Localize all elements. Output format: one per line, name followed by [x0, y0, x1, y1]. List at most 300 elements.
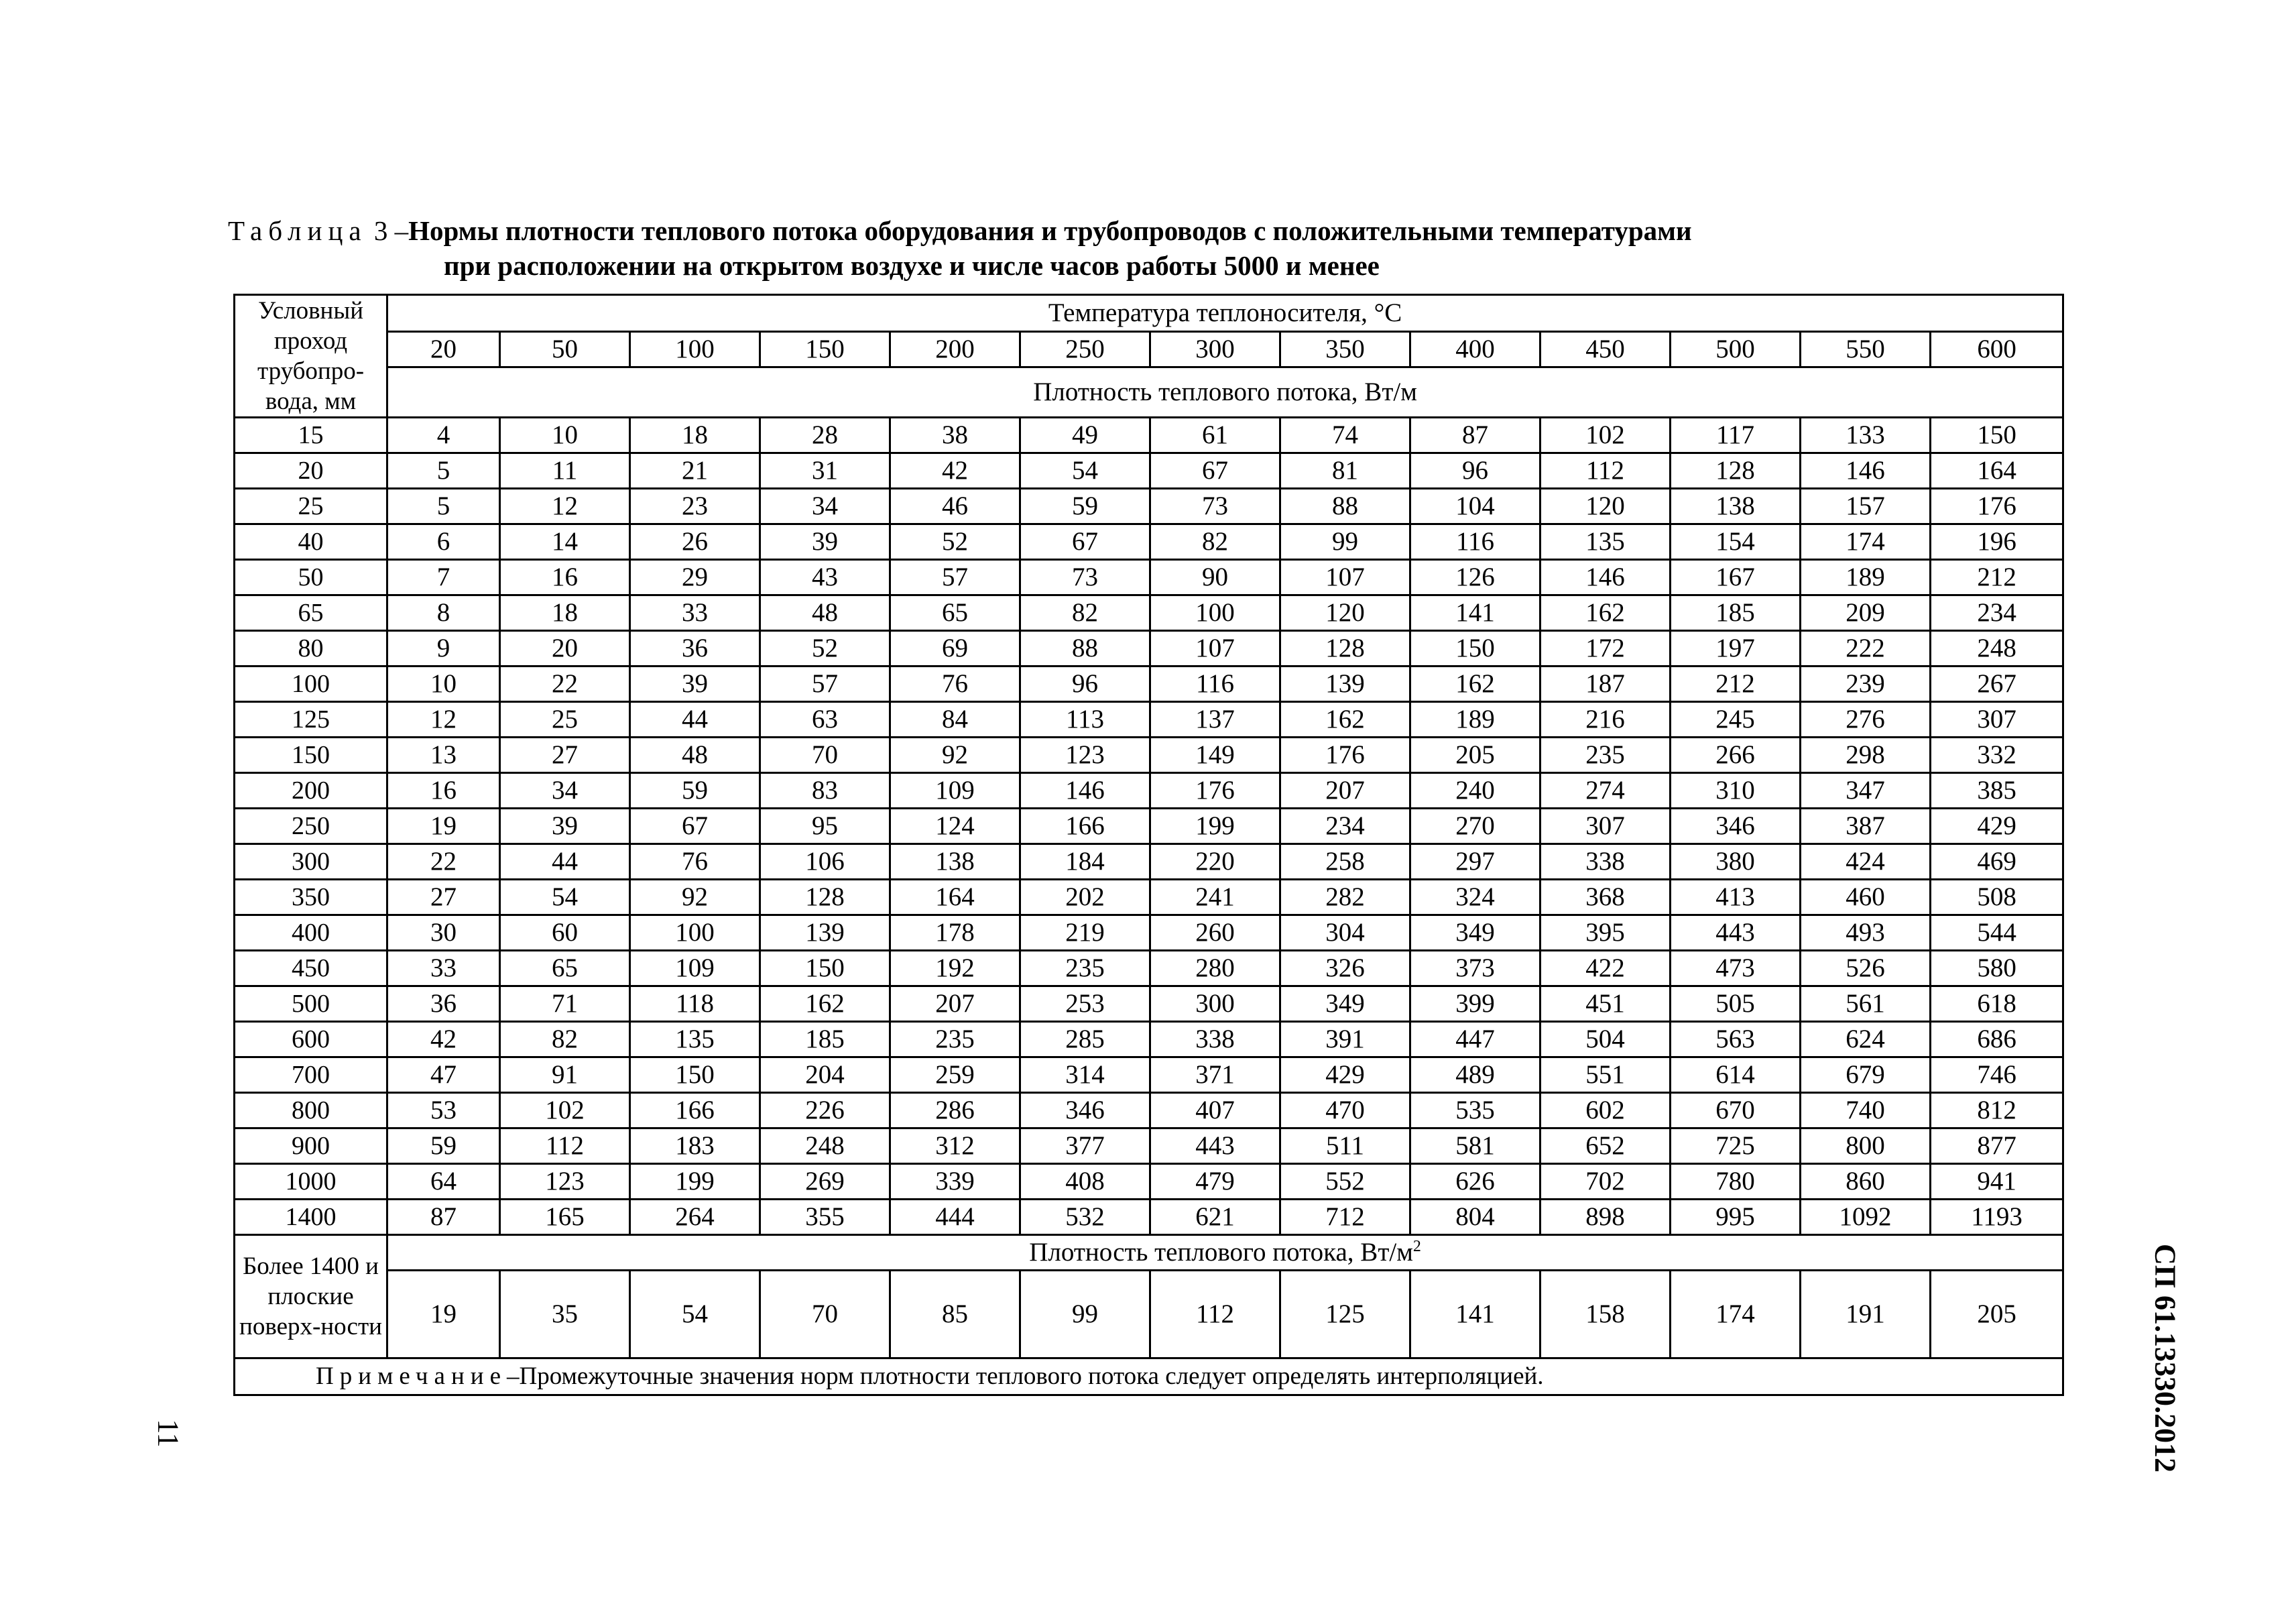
- table-row: [235, 666, 2063, 702]
- heat-flux-value-cell: 222: [1801, 631, 1931, 666]
- heat-flux-value-cell: 67: [1150, 453, 1280, 489]
- caption-number: 3: [373, 215, 388, 246]
- heat-flux-value-cell: 469: [1931, 844, 2063, 880]
- heat-flux-value-cell: 57: [890, 560, 1020, 595]
- table-row: [235, 489, 2063, 524]
- heat-flux-value-cell: 307: [1931, 702, 2063, 738]
- heat-flux-value-cell: 73: [1150, 489, 1280, 524]
- heat-flux-value-cell: 670: [1671, 1093, 1801, 1128]
- heat-flux-value-cell: 82: [1020, 595, 1150, 631]
- heat-flux-value-cell: 408: [1020, 1164, 1150, 1200]
- heat-flux-value-cell: 42: [890, 453, 1020, 489]
- nominal-diameter-cell: 1400: [235, 1200, 387, 1235]
- heat-flux-value-cell: 137: [1150, 702, 1280, 738]
- nominal-diameter-cell: 300: [235, 844, 387, 880]
- heat-flux-value-cell: 712: [1280, 1200, 1410, 1235]
- heat-flux-value-cell: 349: [1280, 986, 1410, 1022]
- heat-flux-value-cell: 580: [1931, 951, 2063, 986]
- caption-line-1: [228, 213, 2105, 248]
- heat-flux-value-cell: 184: [1020, 844, 1150, 880]
- nominal-diameter-cell: 350: [235, 880, 387, 915]
- heat-flux-value-cell: 226: [760, 1093, 890, 1128]
- nominal-diameter-cell: 1000: [235, 1164, 387, 1200]
- heat-flux-value-cell: 253: [1020, 986, 1150, 1022]
- note-dash: –: [507, 1362, 520, 1390]
- heat-flux-value-cell: 338: [1540, 844, 1671, 880]
- heat-flux-value-cell: 106: [760, 844, 890, 880]
- heat-flux-value-cell: 443: [1671, 915, 1801, 951]
- heat-flux-value-cell: 146: [1540, 560, 1671, 595]
- heat-flux-value-cell: 399: [1410, 986, 1540, 1022]
- heat-flux-value-cell: 162: [1540, 595, 1671, 631]
- heat-flux-value-cell: 54: [500, 880, 630, 915]
- heat-flux-value-cell: 150: [1410, 631, 1540, 666]
- heat-flux-value-cell: 199: [630, 1164, 760, 1200]
- heat-flux-value-cell: 174: [1801, 524, 1931, 560]
- heat-flux-value-cell: 235: [890, 1022, 1020, 1057]
- heat-flux-value-cell: 489: [1410, 1057, 1540, 1093]
- heat-flux-value-cell: 16: [387, 773, 500, 809]
- heat-flux-value-cell: 48: [630, 738, 760, 773]
- nominal-diameter-cell: 700: [235, 1057, 387, 1093]
- heat-flux-value-cell: 150: [1931, 418, 2063, 453]
- flat-value-cell: 191: [1801, 1271, 1931, 1358]
- flat-value-cell: 125: [1280, 1271, 1410, 1358]
- heat-flux-value-cell: 59: [1020, 489, 1150, 524]
- heat-flux-value-cell: 27: [500, 738, 630, 773]
- heat-flux-value-cell: 39: [760, 524, 890, 560]
- heat-flux-value-cell: 280: [1150, 951, 1280, 986]
- heat-flux-value-cell: 189: [1801, 560, 1931, 595]
- table-row: [235, 595, 2063, 631]
- temperature-cell: 450: [1540, 332, 1671, 367]
- heat-flux-value-cell: 326: [1280, 951, 1410, 986]
- heat-flux-value-cell: 73: [1020, 560, 1150, 595]
- heat-flux-value-cell: 102: [1540, 418, 1671, 453]
- nominal-diameter-cell: 500: [235, 986, 387, 1022]
- heat-flux-value-cell: 33: [387, 951, 500, 986]
- heat-flux-value-cell: 185: [1671, 595, 1801, 631]
- heat-flux-value-cell: 621: [1150, 1200, 1280, 1235]
- heat-flux-value-cell: 21: [630, 453, 760, 489]
- heat-flux-value-cell: 197: [1671, 631, 1801, 666]
- heat-flux-value-cell: 100: [630, 915, 760, 951]
- heat-flux-value-cell: 346: [1020, 1093, 1150, 1128]
- heat-flux-value-cell: 92: [630, 880, 760, 915]
- note-row: [235, 1358, 2063, 1395]
- heat-flux-value-cell: 128: [1280, 631, 1410, 666]
- area-density-exponent: 2: [1412, 1238, 1421, 1255]
- heat-flux-value-cell: 11: [500, 453, 630, 489]
- heat-flux-value-cell: 702: [1540, 1164, 1671, 1200]
- heat-flux-value-cell: 96: [1020, 666, 1150, 702]
- heat-flux-value-cell: 116: [1150, 666, 1280, 702]
- heat-flux-value-cell: 44: [500, 844, 630, 880]
- heat-flux-value-cell: 53: [387, 1093, 500, 1128]
- heat-flux-value-cell: 81: [1280, 453, 1410, 489]
- heat-flux-value-cell: 4: [387, 418, 500, 453]
- temperature-row: [235, 332, 2063, 367]
- heat-flux-value-cell: 385: [1931, 773, 2063, 809]
- temperature-header: Температура теплоносителя, °С: [387, 295, 2063, 332]
- flat-value-cell: 174: [1671, 1271, 1801, 1358]
- heat-flux-value-cell: 298: [1801, 738, 1931, 773]
- temperature-cell: 550: [1801, 332, 1931, 367]
- heat-flux-value-cell: 96: [1410, 453, 1540, 489]
- heat-flux-value-cell: 69: [890, 631, 1020, 666]
- table-row: [235, 418, 2063, 453]
- heat-flux-value-cell: 387: [1801, 809, 1931, 844]
- heat-flux-value-cell: 162: [760, 986, 890, 1022]
- caption-title-line-1: Нормы плотности теплового потока оборудования и трубопроводов с положительными температурами: [408, 215, 1692, 246]
- heat-flux-value-cell: 804: [1410, 1200, 1540, 1235]
- heat-flux-value-cell: 43: [760, 560, 890, 595]
- heat-flux-value-cell: 118: [630, 986, 760, 1022]
- heat-flux-value-cell: 800: [1801, 1128, 1931, 1164]
- heat-flux-value-cell: 14: [500, 524, 630, 560]
- table-row: [235, 809, 2063, 844]
- heat-flux-value-cell: 812: [1931, 1093, 2063, 1128]
- heat-flux-value-cell: 451: [1540, 986, 1671, 1022]
- heat-flux-value-cell: 26: [630, 524, 760, 560]
- table-row: [235, 1200, 2063, 1235]
- linear-density-header: Плотность теплового потока, Вт/м: [387, 367, 2063, 418]
- heat-flux-value-cell: 99: [1280, 524, 1410, 560]
- heat-flux-value-cell: 162: [1280, 702, 1410, 738]
- heat-flux-value-cell: 128: [760, 880, 890, 915]
- heat-flux-value-cell: 138: [890, 844, 1020, 880]
- heat-flux-value-cell: 117: [1671, 418, 1801, 453]
- heat-flux-value-cell: 20: [500, 631, 630, 666]
- heat-flux-value-cell: 120: [1540, 489, 1671, 524]
- heat-flux-value-cell: 5: [387, 453, 500, 489]
- heat-flux-value-cell: 267: [1931, 666, 2063, 702]
- heat-flux-value-cell: 178: [890, 915, 1020, 951]
- heat-flux-value-cell: 149: [1150, 738, 1280, 773]
- heat-flux-value-cell: 624: [1801, 1022, 1931, 1057]
- heat-flux-value-cell: 941: [1931, 1164, 2063, 1200]
- nominal-diameter-cell: 600: [235, 1022, 387, 1057]
- heat-flux-value-cell: 241: [1150, 880, 1280, 915]
- heat-flux-value-cell: 614: [1671, 1057, 1801, 1093]
- heat-flux-value-cell: 898: [1540, 1200, 1671, 1235]
- heat-flux-value-cell: 216: [1540, 702, 1671, 738]
- heat-flux-value-cell: 146: [1020, 773, 1150, 809]
- heat-flux-value-cell: 167: [1671, 560, 1801, 595]
- heat-flux-value-cell: 107: [1150, 631, 1280, 666]
- heat-flux-value-cell: 212: [1671, 666, 1801, 702]
- flat-value-cell: 205: [1931, 1271, 2063, 1358]
- heat-flux-value-cell: 508: [1931, 880, 2063, 915]
- nominal-diameter-cell: 20: [235, 453, 387, 489]
- heat-flux-value-cell: 107: [1280, 560, 1410, 595]
- heat-flux-value-cell: 95: [760, 809, 890, 844]
- heat-flux-value-cell: 10: [387, 666, 500, 702]
- nominal-diameter-cell: 800: [235, 1093, 387, 1128]
- heat-flux-value-cell: 368: [1540, 880, 1671, 915]
- heat-flux-value-cell: 185: [760, 1022, 890, 1057]
- document-code: СП 61.13330.2012: [2149, 1244, 2182, 1472]
- heat-flux-value-cell: 64: [387, 1164, 500, 1200]
- heat-flux-value-cell: 34: [500, 773, 630, 809]
- temperature-cell: 150: [760, 332, 890, 367]
- heat-flux-value-cell: 157: [1801, 489, 1931, 524]
- heat-flux-value-cell: 444: [890, 1200, 1020, 1235]
- heat-flux-value-cell: 686: [1931, 1022, 2063, 1057]
- temperature-cell: 600: [1931, 332, 2063, 367]
- heat-flux-value-cell: 204: [760, 1057, 890, 1093]
- heat-flux-value-cell: 6: [387, 524, 500, 560]
- heat-flux-value-cell: 120: [1280, 595, 1410, 631]
- flat-value-cell: 54: [630, 1271, 760, 1358]
- heat-flux-value-cell: 146: [1801, 453, 1931, 489]
- heat-flux-value-cell: 91: [500, 1057, 630, 1093]
- heat-flux-value-cell: 285: [1020, 1022, 1150, 1057]
- heat-flux-value-cell: 141: [1410, 595, 1540, 631]
- heat-flux-value-cell: 88: [1020, 631, 1150, 666]
- heat-flux-value-cell: 725: [1671, 1128, 1801, 1164]
- heat-flux-value-cell: 380: [1671, 844, 1801, 880]
- heat-flux-value-cell: 239: [1801, 666, 1931, 702]
- heat-flux-value-cell: 245: [1671, 702, 1801, 738]
- heat-flux-value-cell: 377: [1020, 1128, 1150, 1164]
- nominal-diameter-cell: 450: [235, 951, 387, 986]
- heat-flux-value-cell: 47: [387, 1057, 500, 1093]
- heat-flux-value-cell: 18: [500, 595, 630, 631]
- heat-flux-value-cell: 22: [387, 844, 500, 880]
- heat-flux-value-cell: 470: [1280, 1093, 1410, 1128]
- heat-flux-value-cell: 199: [1150, 809, 1280, 844]
- heat-flux-value-cell: 269: [760, 1164, 890, 1200]
- heat-flux-value-cell: 422: [1540, 951, 1671, 986]
- heat-flux-value-cell: 286: [890, 1093, 1020, 1128]
- temperature-cell: 500: [1671, 332, 1801, 367]
- heat-flux-value-cell: 264: [630, 1200, 760, 1235]
- heat-flux-value-cell: 563: [1671, 1022, 1801, 1057]
- heat-flux-value-cell: 84: [890, 702, 1020, 738]
- heat-flux-value-cell: 447: [1410, 1022, 1540, 1057]
- heat-flux-value-cell: 371: [1150, 1057, 1280, 1093]
- heat-flux-value-cell: 76: [630, 844, 760, 880]
- heat-flux-value-cell: 189: [1410, 702, 1540, 738]
- heat-flux-value-cell: 581: [1410, 1128, 1540, 1164]
- heat-flux-value-cell: 407: [1150, 1093, 1280, 1128]
- table-row: [235, 702, 2063, 738]
- heat-flux-value-cell: 162: [1410, 666, 1540, 702]
- heat-flux-value-cell: 46: [890, 489, 1020, 524]
- temperature-cell: 350: [1280, 332, 1410, 367]
- heat-flux-value-cell: 12: [500, 489, 630, 524]
- heat-flux-value-cell: 234: [1931, 595, 2063, 631]
- heat-flux-value-cell: 373: [1410, 951, 1540, 986]
- heat-flux-value-cell: 135: [1540, 524, 1671, 560]
- heat-flux-value-cell: 270: [1410, 809, 1540, 844]
- heat-flux-value-cell: 505: [1671, 986, 1801, 1022]
- table-row: [235, 951, 2063, 986]
- heat-flux-value-cell: 90: [1150, 560, 1280, 595]
- heat-flux-value-cell: 126: [1410, 560, 1540, 595]
- heat-flux-value-cell: 19: [387, 809, 500, 844]
- heat-flux-value-cell: 460: [1801, 880, 1931, 915]
- heat-flux-value-cell: 29: [630, 560, 760, 595]
- heat-flux-value-cell: 150: [760, 951, 890, 986]
- note-text: Промежуточные значения норм плотности теплового потока следует определять интерполяцией.: [519, 1362, 1544, 1390]
- stub-header: Условный проход трубопро-вода, мм: [235, 295, 387, 418]
- heat-flux-value-cell: 282: [1280, 880, 1410, 915]
- heat-flux-value-cell: 532: [1020, 1200, 1150, 1235]
- heat-flux-value-cell: 995: [1671, 1200, 1801, 1235]
- heat-flux-value-cell: 8: [387, 595, 500, 631]
- heat-flux-value-cell: 60: [500, 915, 630, 951]
- heat-flux-value-cell: 1193: [1931, 1200, 2063, 1235]
- heat-flux-value-cell: 59: [387, 1128, 500, 1164]
- heat-flux-value-cell: 176: [1150, 773, 1280, 809]
- heat-flux-value-cell: 139: [760, 915, 890, 951]
- heat-flux-value-cell: 123: [1020, 738, 1150, 773]
- temperature-cell: 400: [1410, 332, 1540, 367]
- heat-flux-value-cell: 83: [760, 773, 890, 809]
- flat-value-cell: 158: [1540, 1271, 1671, 1358]
- heat-flux-value-cell: 10: [500, 418, 630, 453]
- heat-flux-value-cell: 102: [500, 1093, 630, 1128]
- heat-flux-value-cell: 1092: [1801, 1200, 1931, 1235]
- nominal-diameter-cell: 400: [235, 915, 387, 951]
- heat-flux-value-cell: 355: [760, 1200, 890, 1235]
- heat-flux-value-cell: 138: [1671, 489, 1801, 524]
- table-row: [235, 773, 2063, 809]
- heat-flux-value-cell: 235: [1020, 951, 1150, 986]
- caption-title-line-2: при расположении на открытом воздухе и числе часов работы 5000 и менее: [444, 250, 1380, 281]
- heat-flux-value-cell: 13: [387, 738, 500, 773]
- heat-flux-value-cell: 104: [1410, 489, 1540, 524]
- heat-flux-value-cell: 248: [760, 1128, 890, 1164]
- nominal-diameter-cell: 50: [235, 560, 387, 595]
- flat-value-cell: 112: [1150, 1271, 1280, 1358]
- heat-flux-value-cell: 877: [1931, 1128, 2063, 1164]
- heat-flux-value-cell: 76: [890, 666, 1020, 702]
- heat-flux-value-cell: 28: [760, 418, 890, 453]
- heat-flux-value-cell: 30: [387, 915, 500, 951]
- heat-flux-value-cell: 183: [630, 1128, 760, 1164]
- flat-header-row: [235, 1235, 2063, 1271]
- heat-flux-value-cell: 59: [630, 773, 760, 809]
- flat-value-cell: 99: [1020, 1271, 1150, 1358]
- heat-flux-value-cell: 192: [890, 951, 1020, 986]
- heat-flux-value-cell: 240: [1410, 773, 1540, 809]
- heat-flux-value-cell: 123: [500, 1164, 630, 1200]
- heat-flux-value-cell: 260: [1150, 915, 1280, 951]
- flat-value-cell: 85: [890, 1271, 1020, 1358]
- heat-flux-value-cell: 67: [1020, 524, 1150, 560]
- table-row: [235, 1022, 2063, 1057]
- heat-flux-value-cell: 57: [760, 666, 890, 702]
- heat-flux-value-cell: 304: [1280, 915, 1410, 951]
- flat-value-cell: 70: [760, 1271, 890, 1358]
- heat-flux-value-cell: 52: [760, 631, 890, 666]
- heat-flux-value-cell: 49: [1020, 418, 1150, 453]
- heat-flux-value-cell: 234: [1280, 809, 1410, 844]
- heat-flux-value-cell: 429: [1931, 809, 2063, 844]
- heat-flux-value-cell: 235: [1540, 738, 1671, 773]
- heat-flux-value-cell: 7: [387, 560, 500, 595]
- heat-flux-value-cell: 314: [1020, 1057, 1150, 1093]
- heat-flux-value-cell: 128: [1671, 453, 1801, 489]
- heat-flux-value-cell: 36: [630, 631, 760, 666]
- table-row: [235, 631, 2063, 666]
- heat-flux-value-cell: 196: [1931, 524, 2063, 560]
- heat-flux-value-cell: 166: [630, 1093, 760, 1128]
- nominal-diameter-cell: 80: [235, 631, 387, 666]
- heat-flux-value-cell: 36: [387, 986, 500, 1022]
- heat-flux-value-cell: 209: [1801, 595, 1931, 631]
- heat-flux-value-cell: 504: [1540, 1022, 1671, 1057]
- heat-flux-value-cell: 346: [1671, 809, 1801, 844]
- temperature-cell: 20: [387, 332, 500, 367]
- nominal-diameter-cell: 100: [235, 666, 387, 702]
- nominal-diameter-cell: 15: [235, 418, 387, 453]
- heat-flux-value-cell: 187: [1540, 666, 1671, 702]
- heat-flux-value-cell: 67: [630, 809, 760, 844]
- heat-flux-value-cell: 165: [500, 1200, 630, 1235]
- heat-flux-value-cell: 44: [630, 702, 760, 738]
- heat-flux-value-cell: 74: [1280, 418, 1410, 453]
- table-note: [235, 1358, 2063, 1395]
- table-row: [235, 1128, 2063, 1164]
- heat-flux-value-cell: 207: [890, 986, 1020, 1022]
- heat-flux-value-cell: 70: [760, 738, 890, 773]
- heat-flux-value-cell: 443: [1150, 1128, 1280, 1164]
- heat-flux-value-cell: 212: [1931, 560, 2063, 595]
- heat-flux-value-cell: 109: [630, 951, 760, 986]
- heat-flux-value-cell: 205: [1410, 738, 1540, 773]
- heat-flux-value-cell: 618: [1931, 986, 2063, 1022]
- heat-flux-value-cell: 71: [500, 986, 630, 1022]
- table-caption: [228, 213, 2105, 283]
- heat-flux-value-cell: 526: [1801, 951, 1931, 986]
- table-row: [235, 1093, 2063, 1128]
- heat-flux-value-cell: 391: [1280, 1022, 1410, 1057]
- heat-flux-value-cell: 22: [500, 666, 630, 702]
- heat-flux-value-cell: 424: [1801, 844, 1931, 880]
- heat-flux-value-cell: 39: [500, 809, 630, 844]
- temperature-cell: 250: [1020, 332, 1150, 367]
- page-number: 11: [152, 1419, 185, 1448]
- heat-flux-value-cell: 259: [890, 1057, 1020, 1093]
- heat-flux-value-cell: 349: [1410, 915, 1540, 951]
- heat-flux-value-cell: 324: [1410, 880, 1540, 915]
- heat-flux-value-cell: 164: [890, 880, 1020, 915]
- flat-value-cell: 35: [500, 1271, 630, 1358]
- heat-flux-value-cell: 39: [630, 666, 760, 702]
- header-row-1: [235, 295, 2063, 332]
- heat-flux-value-cell: 65: [890, 595, 1020, 631]
- heat-flux-value-cell: 139: [1280, 666, 1410, 702]
- heat-flux-value-cell: 473: [1671, 951, 1801, 986]
- note-lead: Примечание: [316, 1362, 507, 1390]
- heat-flux-value-cell: 746: [1931, 1057, 2063, 1093]
- heat-flux-value-cell: 248: [1931, 631, 2063, 666]
- heat-flux-value-cell: 652: [1540, 1128, 1671, 1164]
- heat-flux-value-cell: 33: [630, 595, 760, 631]
- heat-flux-value-cell: 479: [1150, 1164, 1280, 1200]
- table-row: [235, 1057, 2063, 1093]
- heat-flux-value-cell: 154: [1671, 524, 1801, 560]
- caption-prefix: Таблица: [228, 215, 367, 246]
- heat-flux-value-cell: 65: [500, 951, 630, 986]
- heat-flux-value-cell: 780: [1671, 1164, 1801, 1200]
- heat-flux-value-cell: 258: [1280, 844, 1410, 880]
- heat-flux-value-cell: 176: [1931, 489, 2063, 524]
